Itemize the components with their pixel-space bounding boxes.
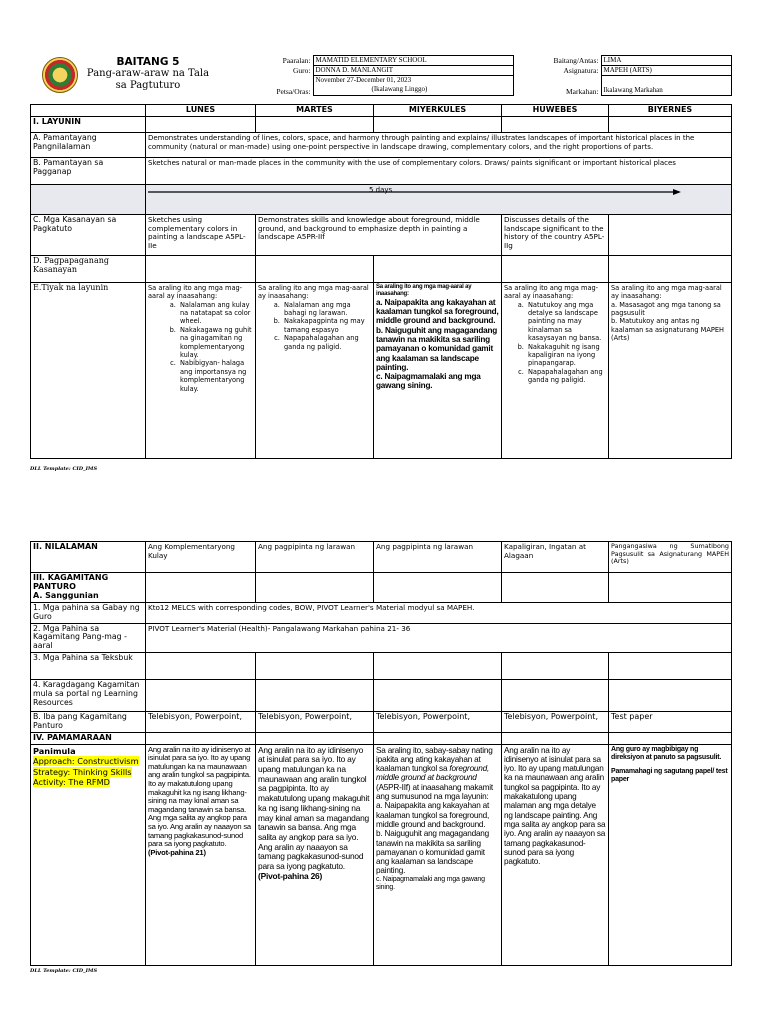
objectives-fri-b: b. Matutukoy ang antas ng kaalaman sa asignaturang MAPEH (Arts) — [611, 317, 724, 343]
procedure-tue — [256, 744, 374, 965]
materials-tue: Telebisyon, Powerpoint, — [256, 711, 374, 732]
doc-title-line1: Pang-araw-araw na Tala — [86, 68, 210, 79]
objectives-thu-intro: Sa araling ito ang mga mag-aaral ay inaasahang: — [504, 283, 599, 301]
section-layunin: I. LAYUNIN — [31, 116, 146, 132]
section-sanggunian-label: A. Sanggunian — [33, 590, 99, 600]
doc-title-line2: sa Pagtuturo — [115, 80, 181, 91]
procedure-mon-text: Ang aralin na ito ay idinisenyo at isinulat para sa iyo. Ito ay upang matulungan ka na maunawaan ang aralin tungkol sa pagpipinta. Ito ay makatutulong upang makaguhit ka ng isang likhang-sining na may kinal aman sa magandang tanawin sa bansa. Ang mga salita ay angkop para sa iyo. Ang aralin ay naaayon sa tamang pagkakasunod-sunod para sa iyong pagkatuto. — [148, 744, 251, 849]
content-fri: Pangangasiwa ng Sumatibong Pagsusulit sa Asignaturang MAPEH (Arts) — [609, 542, 732, 573]
objectives-tue — [256, 282, 374, 458]
day-header-mon: LUNES — [146, 105, 256, 117]
week-label: (Ikalawang Linggo) — [371, 85, 428, 93]
list-item: c. Napapahalagahan ang ganda ng paligid. — [526, 368, 606, 385]
procedure-wed-italic: foreground, middle ground at background — [376, 764, 490, 783]
day-header-thu: HUWEBES — [502, 105, 609, 117]
objectives-wed-b: b. Naiguguhit ang magagandang tanawin na makikita sa sariling pamayanan o komunidad gamit ang kaalaman sa landscape painting. — [376, 325, 498, 372]
materials-thu: Telebisyon, Powerpoint, — [502, 711, 609, 732]
header-info-table — [213, 55, 732, 96]
strategy-label: Strategy: Thinking Skills — [33, 766, 132, 777]
corner-cell — [31, 105, 146, 117]
day-header-wed: MIYERKULES — [374, 105, 502, 117]
section-pamamaraan: IV. PAMAMARAAN — [31, 732, 146, 744]
procedure-tue-ref: (Pivot-pahina 26) — [258, 870, 323, 881]
list-item: a. Nalalaman ang mga bahagi ng larawan. — [282, 301, 371, 318]
competency-mon: Sketches using complementary colors in painting a landscape A5PL-IIe — [146, 214, 256, 255]
objectives-fri-a: a. Masasagot ang mga tanong sa pagsusulit — [611, 300, 721, 318]
procedure-wed-c: c. Naipagmamalaki ang mga gawang sining. — [376, 875, 485, 891]
content-standard-text: Demonstrates understanding of lines, colors, space, and harmony through painting and explains/ illustrates landscapes of important historical places in the community (natural or man-made) using one-point perspective in landscape drawing, complementary colors, and the right proportions of parts. — [146, 132, 732, 157]
procedure-wed-text2: (A5PR-IIf) at inaasahang makamit ang sumusunod na mga layunin: — [376, 782, 493, 802]
school-seal-logo — [42, 57, 78, 93]
duration-arrow — [146, 186, 724, 210]
day-header-fri: BIYERNES — [609, 105, 732, 117]
date-value — [313, 76, 513, 96]
template-footer: DLL Template: CID_IMS — [30, 466, 98, 472]
objectives-wed — [374, 282, 502, 458]
section-nilalaman: II. NILALAMAN — [31, 542, 146, 573]
approach-label: Approach: Constructivism — [33, 756, 139, 767]
objectives-thu-list — [526, 301, 606, 385]
competency-tue-wed: Demonstrates skills and knowledge about foreground, middle ground, and background to emphasize depth in painting a landscape A5PR-IIf — [256, 214, 502, 255]
objectives-mon-list — [178, 301, 253, 393]
activity-label: Activity: The RFMD — [33, 777, 110, 788]
objectives-wed-a: a. Naipapakita ang kakayahan at kaalaman tungkol sa foreground, middle ground and background. — [376, 297, 499, 326]
textbook-label: 3. Mga Pahina sa Teksbuk — [31, 652, 146, 679]
materials-fri: Test paper — [609, 711, 732, 732]
duration-label: 5 days — [369, 185, 393, 194]
procedure-wed-b: b. Naiguguhit ang magagandang tanawin na makikita sa sariling pamayanan o komunidad gamit ang kaalaman sa landscape painting. — [376, 829, 490, 876]
list-item: b. Nakakagawa ng guhit na ginagamitan ng komplementaryong kulay. — [178, 326, 253, 360]
objectives-fri-intro: Sa araling ito ang mga mag-aaral ay inaasahang: — [611, 283, 722, 301]
objectives-table — [30, 104, 732, 459]
five-days-arrow-cell — [146, 184, 732, 214]
section-kagamitan-label: III. KAGAMITANG PANTURO — [33, 573, 109, 591]
materials-mon: Telebisyon, Powerpoint, — [146, 711, 256, 732]
quarter-label: Markahan: — [513, 76, 601, 96]
list-item: c. Nabibigyan- halaga ang importansya ng komplementaryong kulay. — [178, 359, 253, 393]
header-title-block — [82, 56, 214, 92]
lr-portal-label: 4. Karagdagang Kagamitan mula sa portal ng Learning Resources — [31, 679, 146, 711]
competency-thu: Discusses details of the landscape significant to the history of the country A5PL-IIg — [502, 214, 609, 255]
content-thu: Kapaligiran, Ingatan at Alagaan — [502, 542, 609, 573]
performance-standard-label: B. Pamantayan sa Pagganap — [31, 157, 146, 184]
procedure-fri-text2: Pamamahagi ng sagutang papel/ test paper — [611, 767, 728, 784]
procedure-wed — [374, 744, 502, 965]
content-mon: Ang Komplementaryong Kulay — [146, 542, 256, 573]
school-label: Paaralan: — [213, 56, 313, 66]
section-kagamitan — [31, 573, 146, 603]
list-item: b. Nakakaguhit ng isang kapaligiran na iyong pinapangarap. — [526, 343, 606, 368]
content-tue: Ang pagpipinta ng larawan — [256, 542, 374, 573]
materials-wed: Telebisyon, Powerpoint, — [374, 711, 502, 732]
procedure-wed-intro — [376, 746, 499, 802]
procedure-thu: Ang aralin na ito ay idinisenyo at isinulat para sa iyo. Ito ay upang matulungan ka na maunawaan ang aralin tungkol sa pagpipinta. Ito ay makakatulong upang malaman ang mga detalye ng landscape painting. Ang mga salita ay angkop para sa iyo. Ang aralin ay naaayon sa tamang pagkakasunod-sunod para sa iyong pagkatuto. — [502, 744, 609, 965]
content-wed: Ang pagpipinta ng larawan — [374, 542, 502, 573]
procedure-tue-text: Ang aralin na ito ay idinisenyo at isinulat para sa iyo. Ito ay upang matulungan ka na maunawaan ang aralin tungkol sa pagpipinta. Ito ay makatutulong upang makaguhit ka ng isang likhang-sining na may kinal aman sa magandang tanawin sa bansa. Ang mga salita ay angkop para sa iyo. Ang aralin ay naaayon sa tamang pagkakasunod-sunod para sa iyong pagkatuto. — [258, 744, 370, 872]
objectives-wed-intro: Sa araling ito ang mga mag-aaral ay inaasahang: — [376, 283, 472, 297]
list-item: c. Napapahalagahan ang ganda ng paligid. — [282, 334, 371, 351]
objectives-mon-intro: Sa araling ito ang mga mag-aaral ay inaasahang: — [148, 283, 243, 301]
date-label: Petsa/Oras: — [213, 76, 313, 96]
grade-level-label: Baitang/Antas: — [513, 56, 601, 66]
objectives-thu — [502, 282, 609, 458]
quarter-value: Ikalawang Markahan — [601, 76, 731, 96]
school-value: MAMATID ELEMENTARY SCHOOL — [313, 56, 513, 66]
objectives-wed-c: c. Naipagmamalaki ang mga gawang sining. — [376, 372, 481, 391]
template-footer-2: DLL Template: CID_IMS — [30, 968, 98, 974]
performance-standard-text: Sketches natural or man-made places in the community with the use of complementary colors. Draws/ paints significant or important historical places — [146, 157, 732, 184]
procedure-fri-text1: Ang guro ay magbibigay ng direksiyon at panuto sa pagsusulit. — [611, 745, 722, 761]
list-item: b. Nakakapagpinta ng may tamang espasyo — [282, 317, 371, 334]
procedure-wed-text1: Sa araling ito, sabay-sabay nating ipakita ang ating kakayahan at kaalaman tungkol sa — [376, 745, 493, 774]
procedure-mon-ref: (Pivot-pahina 21) — [148, 847, 206, 857]
grade-level-value: LIMA — [601, 56, 731, 66]
procedure-wed-a: a. Naipapakita ang kakayahan at kaalaman tungkol sa foreground, middle ground and background. — [376, 801, 490, 829]
objectives-mon — [146, 282, 256, 458]
learner-material-text: PIVOT Learner's Material (Health)- Pangalawang Markahan pahina 21- 36 — [146, 623, 732, 652]
teacher-value: DONNA D. MANLANGIT — [313, 66, 513, 76]
competencies-label: C. Mga Kasanayan sa Pagkatuto — [31, 214, 146, 255]
list-item: a. Nalalaman ang kulay na natatapat sa color wheel. — [178, 301, 253, 326]
panimula-label: Panimula — [33, 745, 76, 756]
panimula-cell — [31, 744, 146, 965]
list-item: a. Natutukoy ang mga detalye sa landscape painting na may kinalaman sa kasaysayan ng bansa. — [526, 301, 606, 343]
content-standard-label: A. Pamantayang Pangnilalaman — [31, 132, 146, 157]
subject-value: MAPEH (ARTS) — [601, 66, 731, 76]
teacher-label: Guro: — [213, 66, 313, 76]
procedure-mon — [146, 744, 256, 965]
day-header-tue: MARTES — [256, 105, 374, 117]
enhancing-skills-label: D. Pagpapaganang Kasanayan — [31, 255, 146, 282]
procedure-fri — [609, 744, 732, 965]
teacher-guide-label: 1. Mga pahina sa Gabay ng Guro — [31, 603, 146, 624]
objectives-fri — [609, 282, 732, 458]
subject-label: Asignatura: — [513, 66, 601, 76]
learner-material-label: 2. Mga Pahina sa Kagamitang Pang-mag - aaral — [31, 623, 146, 652]
content-procedure-table — [30, 541, 732, 966]
other-materials-label: B. Iba pang Kagamitang Panturo — [31, 711, 146, 732]
objectives-tue-intro: Sa araling ito ang mga mag-aaral ay inaasahang: — [258, 283, 369, 301]
specific-objectives-label: E.Tiyak na layunin — [31, 282, 146, 458]
date-range: November 27-December 01, 2023 — [315, 76, 412, 84]
teacher-guide-text: Kto12 MELCS with corresponding codes, BOW, PIVOT Learner's Material modyul sa MAPEH. — [146, 603, 732, 624]
objectives-tue-list — [282, 301, 371, 351]
grade-label: BAITANG 5 — [116, 56, 180, 68]
